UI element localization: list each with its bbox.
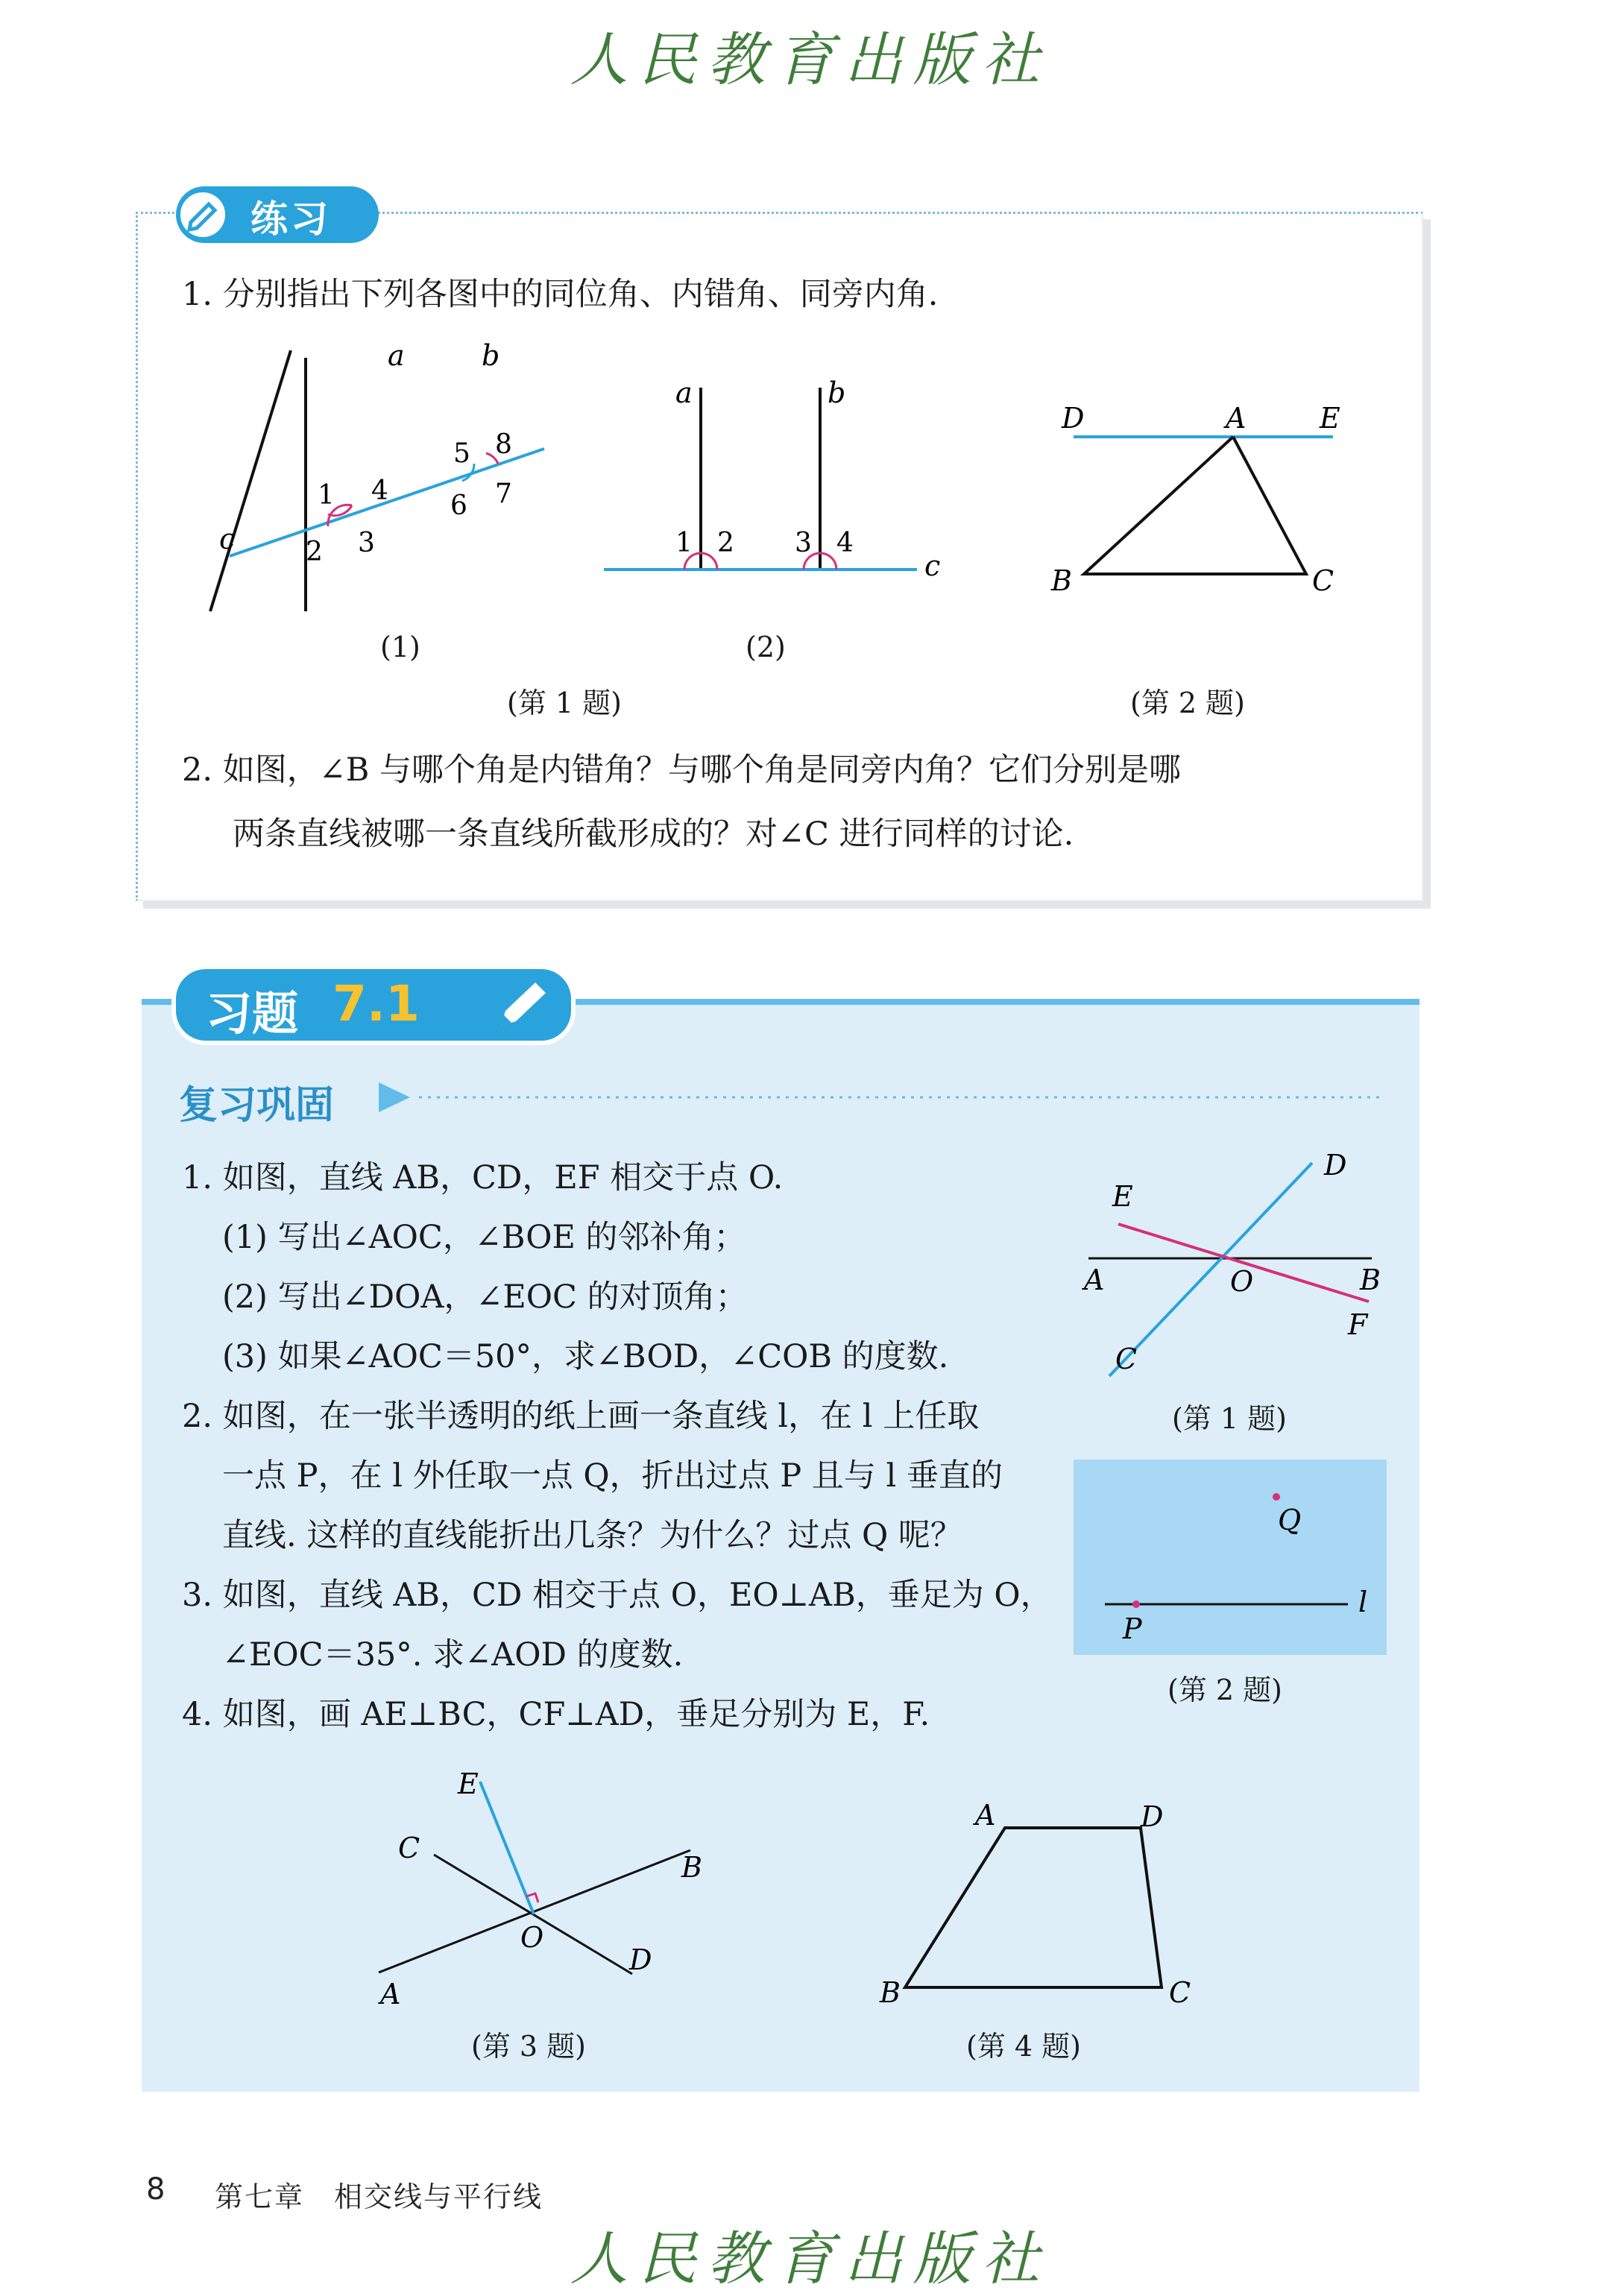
- exercise-q3-line-1: 3. 如图，直线 AB，CD 相交于点 O，EO⊥AB，垂足为 O，: [182, 1577, 1053, 1614]
- exercise-q4: 4. 如图，画 AE⊥BC，CF⊥AD，垂足分别为 E，F.: [182, 1696, 930, 1733]
- fig1-label-a: a: [388, 339, 405, 372]
- ex2-label-Q: Q: [1278, 1504, 1302, 1536]
- exercise-q2-line-2: 一点 P，在 l 外任取一点 Q，折出过点 P 且与 l 垂直的: [222, 1457, 1003, 1495]
- figure-exercise-1: [1074, 1148, 1402, 1387]
- exercise-q1-part-3: (3) 如果∠AOC＝50°，求∠BOD，∠COB 的度数.: [222, 1338, 949, 1375]
- ex1-label-F: F: [1348, 1308, 1368, 1341]
- ex1-label-B: B: [1360, 1264, 1381, 1296]
- ex4-label-A: A: [975, 1799, 996, 1832]
- caption-exercise-q3: (第 3 题): [471, 2030, 586, 2063]
- pencil-icon: [489, 977, 556, 1036]
- exercise-q1-part-2: (2) 写出∠DOA，∠EOC 的对顶角；: [222, 1278, 748, 1316]
- ex1-label-O: O: [1230, 1265, 1254, 1298]
- fig1-label-2: 2: [306, 537, 323, 567]
- caption-exercise-q2: (第 2 题): [1167, 1674, 1282, 1706]
- practice-tab: [176, 186, 379, 243]
- practice-question-2-line-2: 两条直线被哪一条直线所截形成的？对∠C 进行同样的讨论.: [233, 816, 1074, 853]
- fig3-label-A: A: [1226, 402, 1246, 435]
- exercise-tab-title: 习题: [206, 986, 299, 1041]
- exercise-q1-part-1: (1) 写出∠AOC，∠BOE 的邻补角；: [222, 1219, 746, 1256]
- pencil-badge-icon: [177, 189, 228, 240]
- fig1-label-4: 4: [371, 476, 388, 506]
- figure-practice-1-2: [596, 373, 954, 596]
- figure-exercise-4: [865, 1789, 1208, 2013]
- ex4-label-C: C: [1169, 1976, 1191, 2009]
- fig3-label-B: B: [1051, 564, 1072, 596]
- fig2-label-b: b: [828, 376, 846, 409]
- fig3-label-E: E: [1320, 402, 1340, 435]
- exercise-q2-line-1: 2. 如图，在一张半透明的纸上画一条直线 l，在 l 上任取: [182, 1398, 980, 1435]
- publisher-footer: 人民教育出版社: [570, 2226, 1050, 2293]
- practice-question-2-line-1: 2. 如图，∠B 与哪个角是内错角？与哪个角是同旁内角？它们分别是哪: [182, 751, 1181, 789]
- fig1-label-8: 8: [495, 429, 512, 460]
- fig1-label-6: 6: [450, 491, 467, 521]
- fig3-label-C: C: [1312, 564, 1334, 596]
- exercise-q3-line-2: ∠EOC＝35°. 求∠AOD 的度数.: [222, 1636, 684, 1674]
- ex3-label-A: A: [380, 1978, 401, 2010]
- fig1-label-c: c: [219, 523, 236, 555]
- publisher-header: 人民教育出版社: [570, 27, 1050, 94]
- ex1-label-C: C: [1115, 1343, 1138, 1375]
- figure-practice-1-1: [209, 335, 567, 634]
- fig3-label-D: D: [1062, 402, 1085, 435]
- ex4-label-D: D: [1141, 1800, 1164, 1833]
- chapter-title: 第七章 相交线与平行线: [215, 2180, 543, 2213]
- caption-sub-1: (1): [380, 631, 420, 663]
- fig1-label-1: 1: [318, 480, 335, 511]
- fig2-label-3: 3: [795, 528, 812, 558]
- fig1-label-5: 5: [453, 438, 470, 469]
- practice-tab-label: 练习: [250, 198, 331, 241]
- ex1-label-E: E: [1112, 1180, 1133, 1213]
- ex3-label-D: D: [629, 1943, 652, 1976]
- ex1-label-A: A: [1084, 1264, 1105, 1296]
- review-heading: 复习巩固: [179, 1083, 335, 1128]
- fig1-label-b: b: [482, 339, 500, 372]
- ex3-label-C: C: [398, 1832, 420, 1864]
- exercise-q1: 1. 如图，直线 AB，CD，EF 相交于点 O.: [182, 1159, 784, 1196]
- exercise-q2-line-3: 直线. 这样的直线能折出几条？为什么？过点 Q 呢？: [222, 1517, 962, 1554]
- fig2-label-c: c: [924, 549, 941, 582]
- ex3-label-B: B: [681, 1851, 702, 1884]
- caption-practice-q1: (第 1 题): [507, 687, 622, 719]
- caption-practice-q2: (第 2 题): [1130, 687, 1245, 719]
- fig2-label-2: 2: [717, 528, 734, 558]
- caption-sub-2: (2): [746, 631, 786, 663]
- ex3-label-E: E: [458, 1767, 479, 1800]
- ex4-label-B: B: [880, 1976, 901, 2009]
- figure-exercise-2: [1074, 1460, 1387, 1655]
- caption-exercise-q4: (第 4 题): [966, 2030, 1081, 2063]
- fig2-label-1: 1: [675, 528, 693, 558]
- fig2-label-a: a: [675, 376, 693, 409]
- page-number: 8: [146, 2172, 166, 2207]
- caption-exercise-q1: (第 1 题): [1172, 1402, 1287, 1435]
- fig1-label-3: 3: [358, 528, 375, 558]
- practice-question-1: 1. 分别指出下列各图中的同位角、内错角、同旁内角.: [182, 276, 939, 313]
- ex1-label-D: D: [1324, 1149, 1347, 1182]
- review-heading-arrow-icon: [377, 1079, 1391, 1115]
- fig2-label-4: 4: [836, 528, 854, 558]
- ex3-label-O: O: [520, 1921, 544, 1954]
- ex2-label-l: l: [1358, 1586, 1368, 1618]
- exercise-tab: [176, 969, 571, 1041]
- exercise-tab-number: 7.1: [332, 975, 420, 1032]
- ex2-label-P: P: [1123, 1612, 1142, 1645]
- figure-practice-2: [1044, 395, 1357, 596]
- figure-exercise-3: [365, 1767, 723, 2013]
- fig1-label-7: 7: [495, 479, 512, 509]
